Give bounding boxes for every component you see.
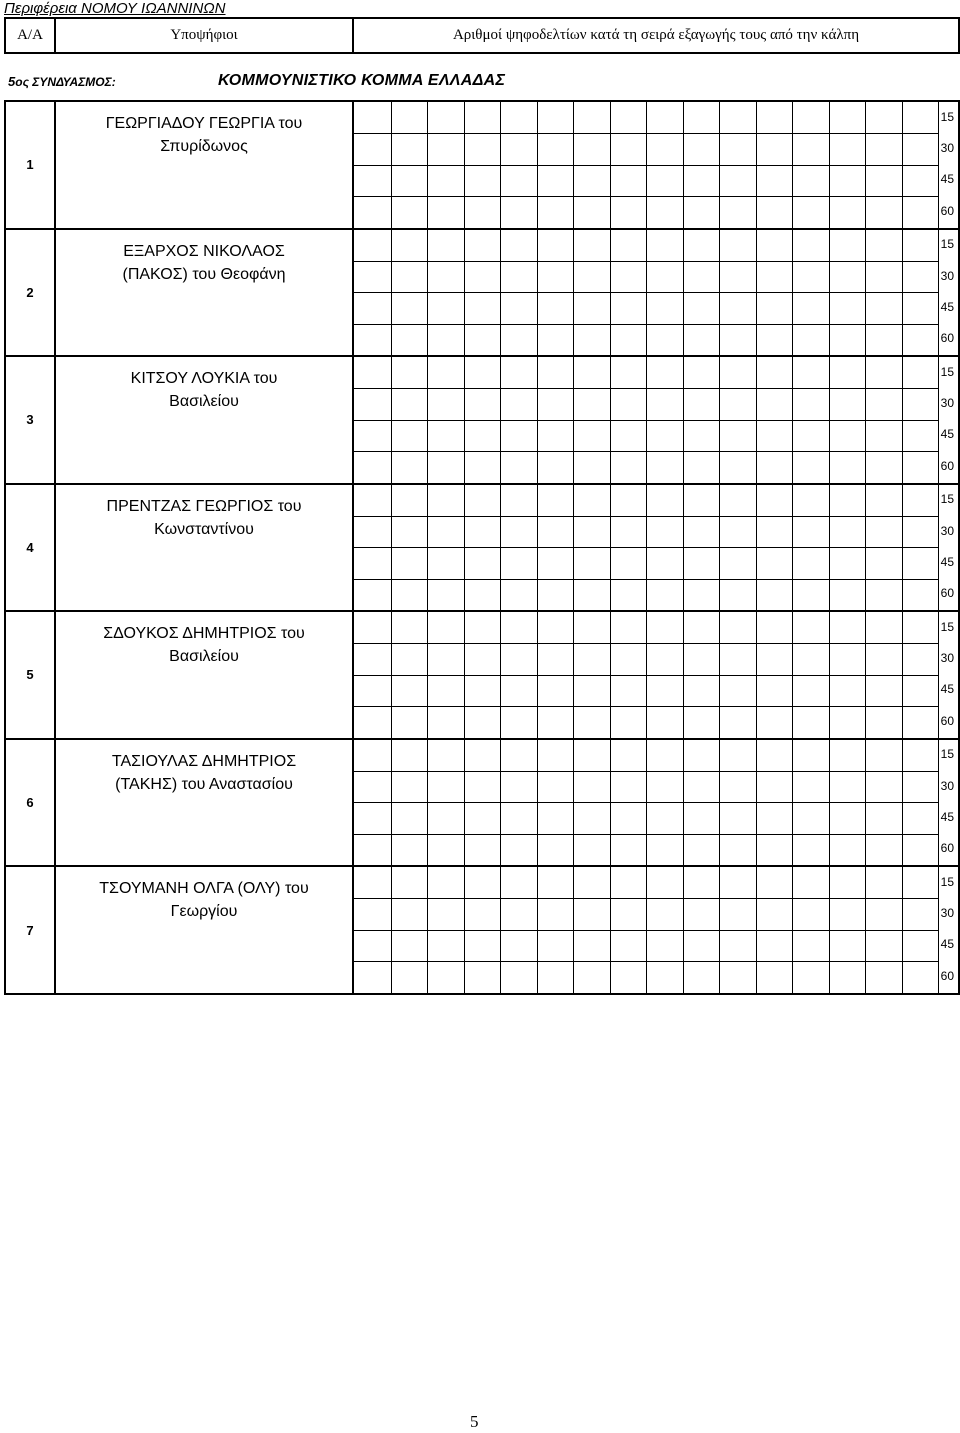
section-label — [8, 74, 116, 89]
grid-col-divider — [938, 612, 939, 738]
tally-label: 60 — [940, 841, 954, 856]
candidate-name — [56, 485, 354, 611]
candidate-name-line1: ΚΙΤΣΟΥ ΛΟΥΚΙΑ του — [130, 370, 278, 387]
grid-col-divider — [500, 612, 501, 738]
tally-label: 45 — [940, 682, 954, 697]
grid-col-divider — [646, 357, 647, 483]
tally-label: 60 — [940, 968, 954, 983]
table-header — [4, 17, 960, 54]
grid-col-divider — [646, 230, 647, 356]
ballot-tally-grid — [354, 740, 958, 866]
grid-col-divider — [829, 230, 830, 356]
grid-col-divider — [573, 740, 574, 866]
candidate-name-line2: Κωνσταντίνου — [154, 520, 254, 538]
ballot-tally-grid — [354, 230, 958, 356]
grid-col-divider — [500, 357, 501, 483]
tally-label: 60 — [940, 713, 954, 728]
grid-col-divider — [829, 612, 830, 738]
grid-col-divider — [573, 485, 574, 611]
candidate-row — [6, 230, 958, 358]
grid-col-divider — [646, 102, 647, 228]
candidate-name — [56, 230, 354, 356]
grid-col-divider — [792, 485, 793, 611]
tally-label: 45 — [940, 299, 954, 314]
ballot-tally-grid — [354, 357, 958, 483]
tally-label: 30 — [940, 396, 954, 411]
grid-col-divider — [427, 357, 428, 483]
candidate-name-line1: ΤΑΣΙΟΥΛΑΣ ΔΗΜΗΤΡΙΟΣ — [111, 752, 297, 770]
candidate-name-line1: ΠΡΕΝΤΖΑΣ ΓΕΩΡΓΙΟΣ του — [106, 497, 302, 515]
candidate-number: 1 — [6, 102, 56, 228]
candidates-table — [4, 100, 960, 995]
grid-col-divider — [464, 867, 465, 995]
grid-col-divider — [792, 740, 793, 866]
tally-label: 45 — [940, 937, 954, 952]
candidate-name-line2: Βασιλείου — [169, 393, 239, 410]
grid-col-divider — [865, 102, 866, 228]
grid-col-divider — [391, 102, 392, 228]
grid-col-divider — [719, 740, 720, 866]
grid-col-divider — [902, 740, 903, 866]
grid-col-divider — [464, 230, 465, 356]
candidate-name-line2: (ΠΑΚΟΣ) του Θεοφάνη — [122, 265, 286, 283]
tally-label: 15 — [940, 109, 954, 124]
grid-col-divider — [391, 485, 392, 611]
grid-col-divider — [610, 740, 611, 866]
header-aa: Α/Α — [6, 19, 56, 52]
grid-col-divider — [500, 102, 501, 228]
grid-col-divider — [537, 230, 538, 356]
grid-col-divider — [537, 612, 538, 738]
grid-col-divider — [829, 102, 830, 228]
grid-col-divider — [537, 485, 538, 611]
candidate-name-line1: ΕΞΑΡΧΟΣ ΝΙΚΟΛΑΟΣ — [123, 242, 285, 260]
grid-col-divider — [902, 102, 903, 228]
grid-col-divider — [756, 740, 757, 866]
grid-col-divider — [500, 485, 501, 611]
grid-col-divider — [829, 485, 830, 611]
grid-col-divider — [902, 867, 903, 995]
grid-col-divider — [427, 867, 428, 995]
grid-col-divider — [573, 102, 574, 228]
grid-col-divider — [391, 612, 392, 738]
header-description: Αριθμοί ψηφοδελτίων κατά τη σειρά εξαγωγής τους από την κάλπη — [452, 27, 860, 43]
candidate-name — [56, 102, 354, 228]
grid-col-divider — [683, 357, 684, 483]
grid-col-divider — [573, 867, 574, 995]
tally-label: 30 — [940, 268, 954, 283]
grid-col-divider — [573, 357, 574, 483]
grid-col-divider — [683, 740, 684, 866]
grid-col-divider — [865, 230, 866, 356]
tally-label: 45 — [940, 427, 954, 442]
tally-label: 30 — [940, 778, 954, 793]
grid-col-divider — [902, 485, 903, 611]
grid-col-divider — [865, 485, 866, 611]
grid-col-divider — [427, 102, 428, 228]
grid-col-divider — [938, 357, 939, 483]
grid-col-divider — [464, 102, 465, 228]
candidate-name — [56, 357, 354, 483]
tally-label: 60 — [940, 203, 954, 218]
tally-label: 45 — [940, 172, 954, 187]
grid-col-divider — [938, 867, 939, 995]
grid-col-divider — [829, 357, 830, 483]
grid-col-divider — [902, 612, 903, 738]
tally-label: 45 — [940, 554, 954, 569]
ballot-tally-grid — [354, 102, 958, 228]
grid-col-divider — [792, 102, 793, 228]
grid-col-divider — [719, 485, 720, 611]
grid-col-divider — [719, 867, 720, 995]
party-name: ΚΟΜΜΟΥΝΙΣΤΙΚΟ ΚΟΜΜΑ ΕΛΛΑΔΑΣ — [218, 72, 506, 89]
candidate-name — [56, 867, 354, 995]
grid-col-divider — [756, 230, 757, 356]
tally-label: 15 — [940, 747, 954, 762]
grid-col-divider — [756, 867, 757, 995]
tally-label: 15 — [940, 492, 954, 507]
ballot-tally-grid — [354, 867, 958, 995]
grid-col-divider — [610, 102, 611, 228]
grid-col-divider — [683, 102, 684, 228]
grid-col-divider — [938, 740, 939, 866]
tally-label: 45 — [940, 809, 954, 824]
candidate-row — [6, 102, 958, 230]
grid-col-divider — [756, 102, 757, 228]
candidate-name-line2: Γεωργίου — [170, 903, 238, 920]
candidate-number: 5 — [6, 612, 56, 738]
candidate-row — [6, 740, 958, 868]
candidate-name — [56, 612, 354, 738]
grid-col-divider — [464, 357, 465, 483]
grid-col-divider — [610, 357, 611, 483]
grid-col-divider — [719, 230, 720, 356]
candidate-number: 2 — [6, 230, 56, 356]
grid-col-divider — [646, 612, 647, 738]
candidate-name-line1: ΓΕΩΡΓΙΑΔΟΥ ΓΕΩΡΓΙΑ του — [105, 115, 303, 132]
grid-col-divider — [537, 102, 538, 228]
grid-col-divider — [610, 612, 611, 738]
candidate-number: 4 — [6, 485, 56, 611]
grid-col-divider — [683, 485, 684, 611]
tally-label: 30 — [940, 141, 954, 156]
grid-col-divider — [427, 230, 428, 356]
grid-col-divider — [391, 357, 392, 483]
grid-col-divider — [792, 357, 793, 483]
grid-col-divider — [500, 740, 501, 866]
grid-col-divider — [537, 867, 538, 995]
grid-col-divider — [610, 485, 611, 611]
grid-col-divider — [902, 230, 903, 356]
ballot-tally-grid — [354, 612, 958, 738]
grid-col-divider — [464, 485, 465, 611]
section-number: 5 — [8, 74, 16, 89]
grid-col-divider — [500, 230, 501, 356]
grid-col-divider — [427, 740, 428, 866]
grid-col-divider — [683, 612, 684, 738]
grid-col-divider — [756, 485, 757, 611]
candidate-row — [6, 867, 958, 995]
grid-col-divider — [829, 740, 830, 866]
tally-label: 15 — [940, 874, 954, 889]
grid-col-divider — [902, 357, 903, 483]
candidate-row — [6, 357, 958, 485]
page-number: 5 — [470, 1412, 479, 1431]
tally-label: 30 — [940, 523, 954, 538]
candidate-name-line1: ΤΣΟΥΜΑΝΗ ΟΛΓΑ (ΟΛΥ) του — [99, 880, 309, 897]
grid-col-divider — [719, 612, 720, 738]
grid-col-divider — [865, 740, 866, 866]
candidate-name-line2: Βασιλείου — [169, 648, 239, 665]
grid-col-divider — [610, 230, 611, 356]
tally-label: 15 — [940, 237, 954, 252]
grid-col-divider — [865, 357, 866, 483]
grid-col-divider — [865, 867, 866, 995]
grid-col-divider — [427, 485, 428, 611]
grid-col-divider — [938, 102, 939, 228]
grid-col-divider — [792, 612, 793, 738]
grid-col-divider — [500, 867, 501, 995]
grid-col-divider — [792, 867, 793, 995]
candidate-row — [6, 485, 958, 613]
grid-col-divider — [573, 612, 574, 738]
grid-col-divider — [646, 867, 647, 995]
grid-col-divider — [646, 485, 647, 611]
candidate-row — [6, 612, 958, 740]
candidate-number: 7 — [6, 867, 56, 995]
candidate-name-line2: (ΤΑΚΗΣ) του Αναστασίου — [115, 775, 293, 793]
tally-label: 60 — [940, 586, 954, 601]
grid-col-divider — [537, 740, 538, 866]
grid-col-divider — [391, 867, 392, 995]
grid-col-divider — [391, 740, 392, 866]
candidate-name — [56, 740, 354, 866]
grid-col-divider — [792, 230, 793, 356]
grid-col-divider — [464, 740, 465, 866]
section-suffix: ος ΣΥΝΔΥΑΣΜΟΣ: — [15, 75, 116, 89]
tally-label: 30 — [940, 906, 954, 921]
grid-col-divider — [756, 612, 757, 738]
tally-label: 15 — [940, 619, 954, 634]
grid-col-divider — [756, 357, 757, 483]
candidate-number: 3 — [6, 357, 56, 483]
grid-col-divider — [938, 485, 939, 611]
grid-col-divider — [537, 357, 538, 483]
tally-label: 15 — [940, 364, 954, 379]
grid-col-divider — [683, 867, 684, 995]
grid-col-divider — [610, 867, 611, 995]
grid-col-divider — [683, 230, 684, 356]
region-title: Περιφέρεια ΝΟΜΟΥ ΙΩΑΝΝΙΝΩΝ — [4, 0, 226, 17]
grid-col-divider — [427, 612, 428, 738]
grid-col-divider — [719, 357, 720, 483]
candidate-name-line2: Σπυρίδωνος — [160, 138, 248, 155]
tally-label: 30 — [940, 651, 954, 666]
candidate-name-line1: ΣΔΟΥΚΟΣ ΔΗΜΗΤΡΙΟΣ του — [103, 625, 305, 642]
grid-col-divider — [573, 230, 574, 356]
candidate-number: 6 — [6, 740, 56, 866]
header-candidates: Υποψήφιοι — [56, 19, 354, 52]
grid-col-divider — [829, 867, 830, 995]
tally-label: 60 — [940, 331, 954, 346]
tally-label: 60 — [940, 458, 954, 473]
grid-col-divider — [865, 612, 866, 738]
grid-col-divider — [938, 230, 939, 356]
grid-col-divider — [391, 230, 392, 356]
grid-col-divider — [719, 102, 720, 228]
ballot-tally-grid — [354, 485, 958, 611]
grid-col-divider — [646, 740, 647, 866]
grid-col-divider — [464, 612, 465, 738]
